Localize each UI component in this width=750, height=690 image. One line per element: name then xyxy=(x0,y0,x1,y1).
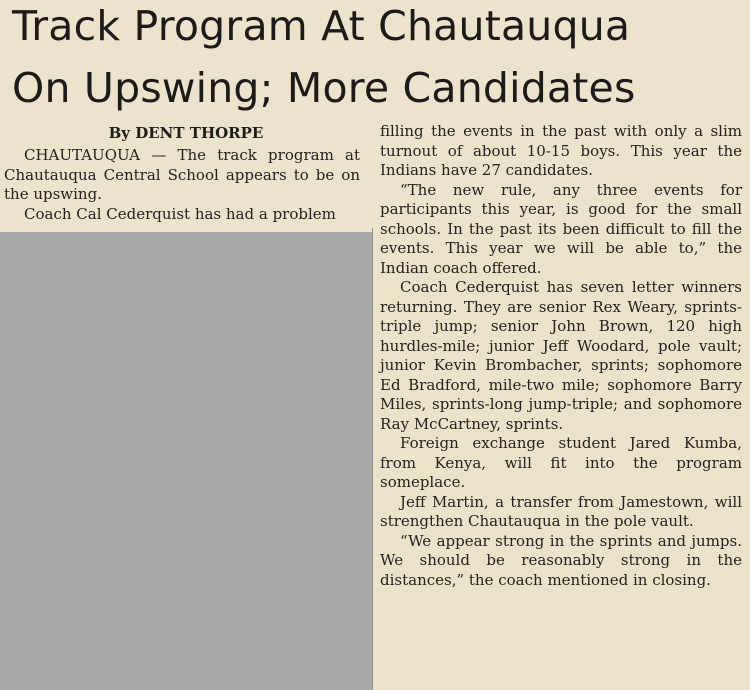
article-column-right xyxy=(380,122,742,590)
paragraph: CHAUTAUQUA — The track program at Chautauqua Central School appears to be on the upswing. xyxy=(4,146,360,203)
headline-line-2: On Upswing; More Candidates xyxy=(12,64,636,112)
article-column-left xyxy=(4,146,360,224)
paragraph: Jeff Martin, a transfer from Jamestown, will strengthen Chautauqua in the pole vault. xyxy=(380,492,742,530)
headline-line-1: Track Program At Chautauqua xyxy=(12,2,631,50)
paragraph: Coach Cal Cederquist has had a problem xyxy=(24,204,336,223)
paragraph: Foreign exchange student Jared Kumba, from Kenya, will fit into the program someplace. xyxy=(380,434,742,491)
paragraph: filling the events in the past with only a slim turnout of about 10-15 boys. This year the Indians have 27 candidates. xyxy=(380,122,742,179)
paragraph: “The new rule, any three events for participants this year, is good for the small schools. In the past its been difficult to fill the events. This year we will be able to,” the Indian coach offered. xyxy=(380,180,742,277)
paragraph: Coach Cederquist has seven letter winners returning. They are senior Rex Weary, sprints-triple jump; senior John Brown, 120 high hurdles-mile; junior Jeff Woodard, pole vault; junior Kevin Brombacher, sprints; sophomore Ed Bradford, mile-two mile; sophomore Barry Miles, sprints-long jump-triple; and sophomore Ray McCartney, sprints. xyxy=(380,278,742,433)
byline: By DENT THORPE xyxy=(108,124,264,142)
paragraph: “We appear strong in the sprints and jumps. We should be reasonably strong in the distances,” the coach mentioned in closing. xyxy=(380,531,742,589)
